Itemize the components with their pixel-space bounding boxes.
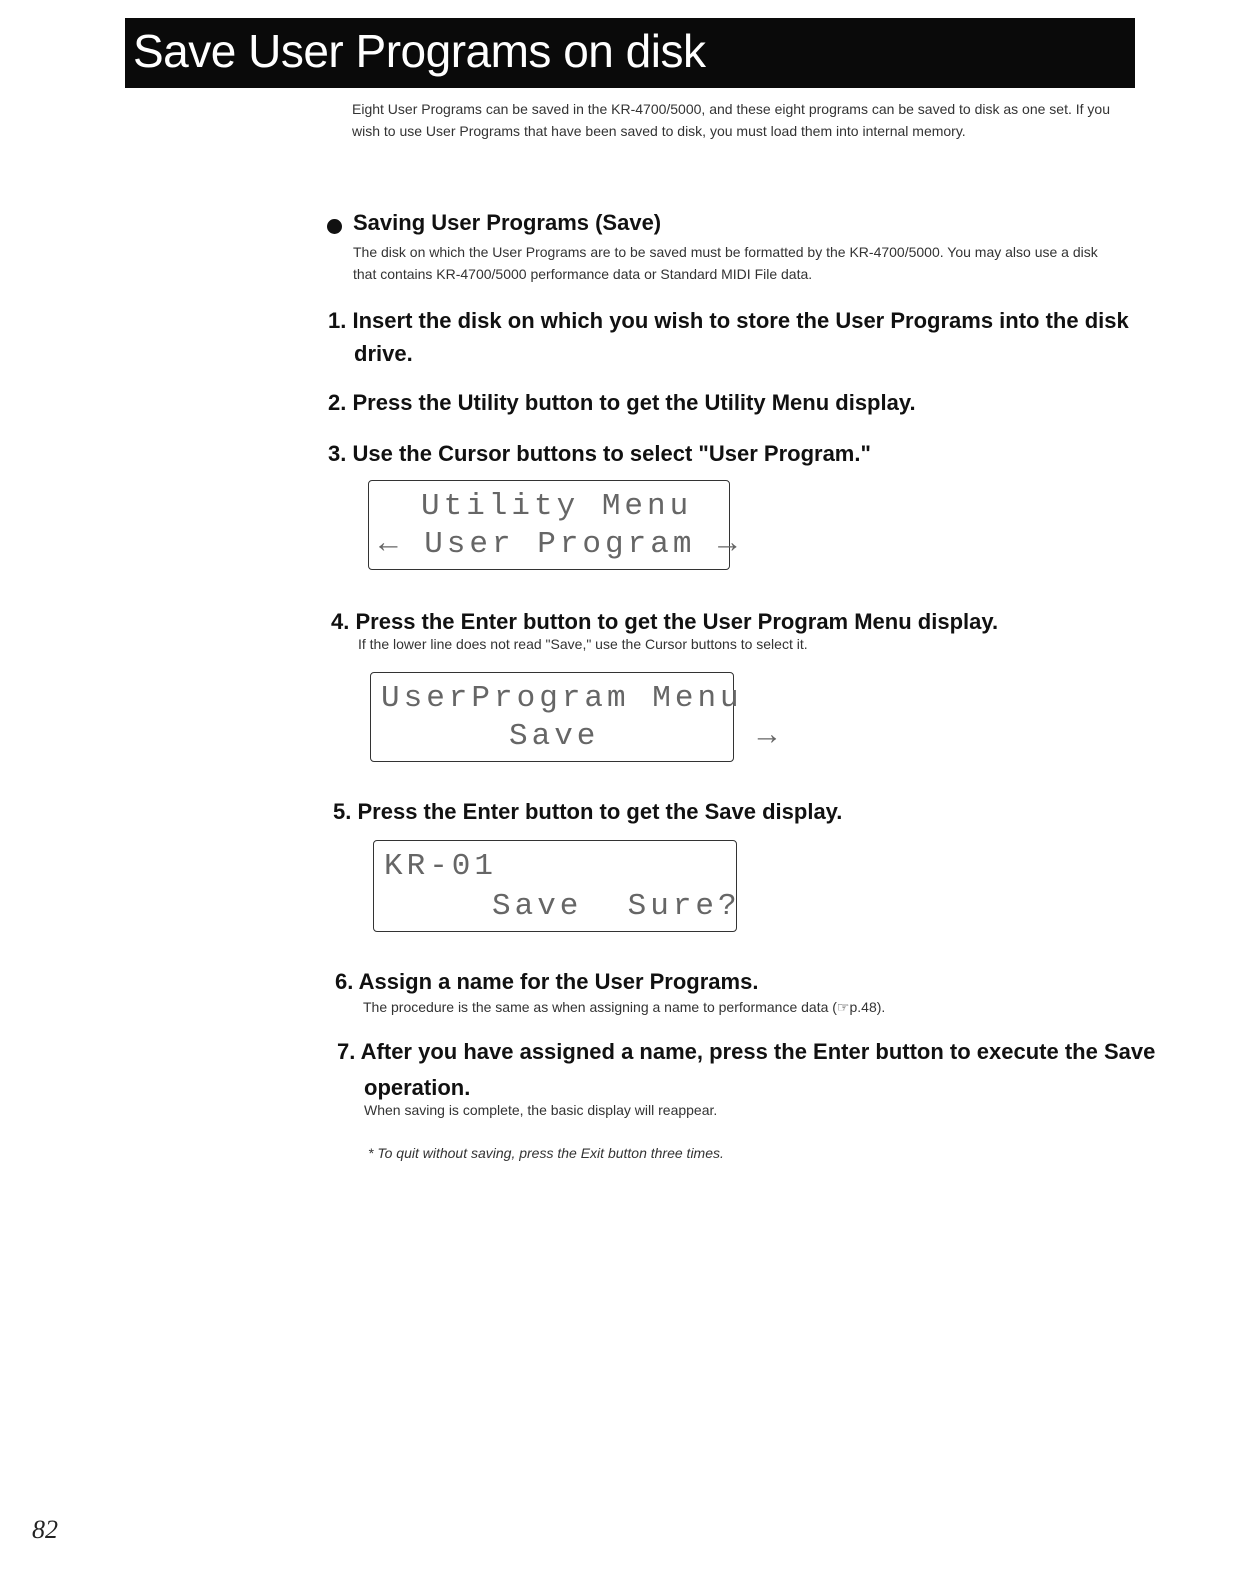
lcd-display-save	[373, 840, 741, 932]
tip-note: * To quit without saving, press the Exit button three times.	[368, 1145, 724, 1161]
step-4-note: If the lower line does not read "Save," use the Cursor buttons to select it.	[358, 636, 808, 652]
section-heading: Saving User Programs (Save)	[353, 210, 662, 235]
page-title: Save User Programs on disk	[133, 25, 706, 77]
lcd-line-1: Utility Menu	[421, 489, 693, 524]
step-7-note: When saving is complete, the basic display will reappear.	[364, 1102, 718, 1118]
step-number: 7.	[337, 1039, 356, 1064]
step-text: Press the Utility button to get the Utility Menu display.	[352, 390, 916, 415]
step-1	[328, 308, 1129, 334]
section-text: The disk on which the User Programs are to be saved must be formatted by the KR-4700/5000. You may also use a disk that contains KR-4700/5000 performance data or Standard MIDI File data.	[353, 244, 1098, 282]
intro-paragraph: Eight User Programs can be saved in the KR-4700/5000, and these eight programs can be saved to disk as one set. If you wish to use User Programs that have been saved to disk, you must load them into internal memory.	[352, 101, 1110, 139]
step-2	[328, 390, 916, 416]
step-number: 1.	[328, 308, 347, 333]
step-6	[335, 969, 758, 995]
bullet-icon	[327, 219, 342, 234]
step-text: After you have assigned a name, press the Enter button to execute the Save	[360, 1039, 1156, 1064]
step-text: Insert the disk on which you wish to store the User Programs into the disk	[352, 308, 1129, 333]
page-title-bar	[125, 18, 1135, 88]
step-number: 3.	[328, 441, 347, 466]
lcd-line-2: ← User Program →	[379, 527, 741, 562]
step-text: Assign a name for the User Programs.	[358, 969, 759, 994]
lcd-line-2: Save →	[509, 719, 781, 754]
step-3	[328, 441, 871, 467]
lcd-display-utility-menu	[368, 480, 741, 570]
step-5	[333, 799, 842, 825]
step-6-note: The procedure is the same as when assigning a name to performance data (☞p.48).	[363, 999, 886, 1015]
lcd-line-1: KR-01	[384, 849, 498, 884]
lcd-line-1: UserProgram Menu	[381, 681, 743, 716]
step-text: Press the Enter button to get the User Program Menu display.	[355, 609, 999, 634]
step-text: Press the Enter button to get the Save display.	[357, 799, 843, 824]
step-text: Use the Cursor buttons to select "User Program."	[352, 441, 871, 466]
step-number: 6.	[335, 969, 354, 994]
step-7-continued: operation.	[364, 1075, 471, 1100]
lcd-display-user-program-menu	[370, 672, 781, 762]
step-4	[331, 609, 998, 635]
lcd-line-2: Save Sure?	[492, 889, 741, 924]
step-1-continued: drive.	[354, 341, 413, 366]
step-number: 4.	[331, 609, 350, 634]
step-number: 2.	[328, 390, 347, 415]
step-7	[337, 1039, 1155, 1065]
step-number: 5.	[333, 799, 352, 824]
page-number: 82	[32, 1515, 58, 1544]
